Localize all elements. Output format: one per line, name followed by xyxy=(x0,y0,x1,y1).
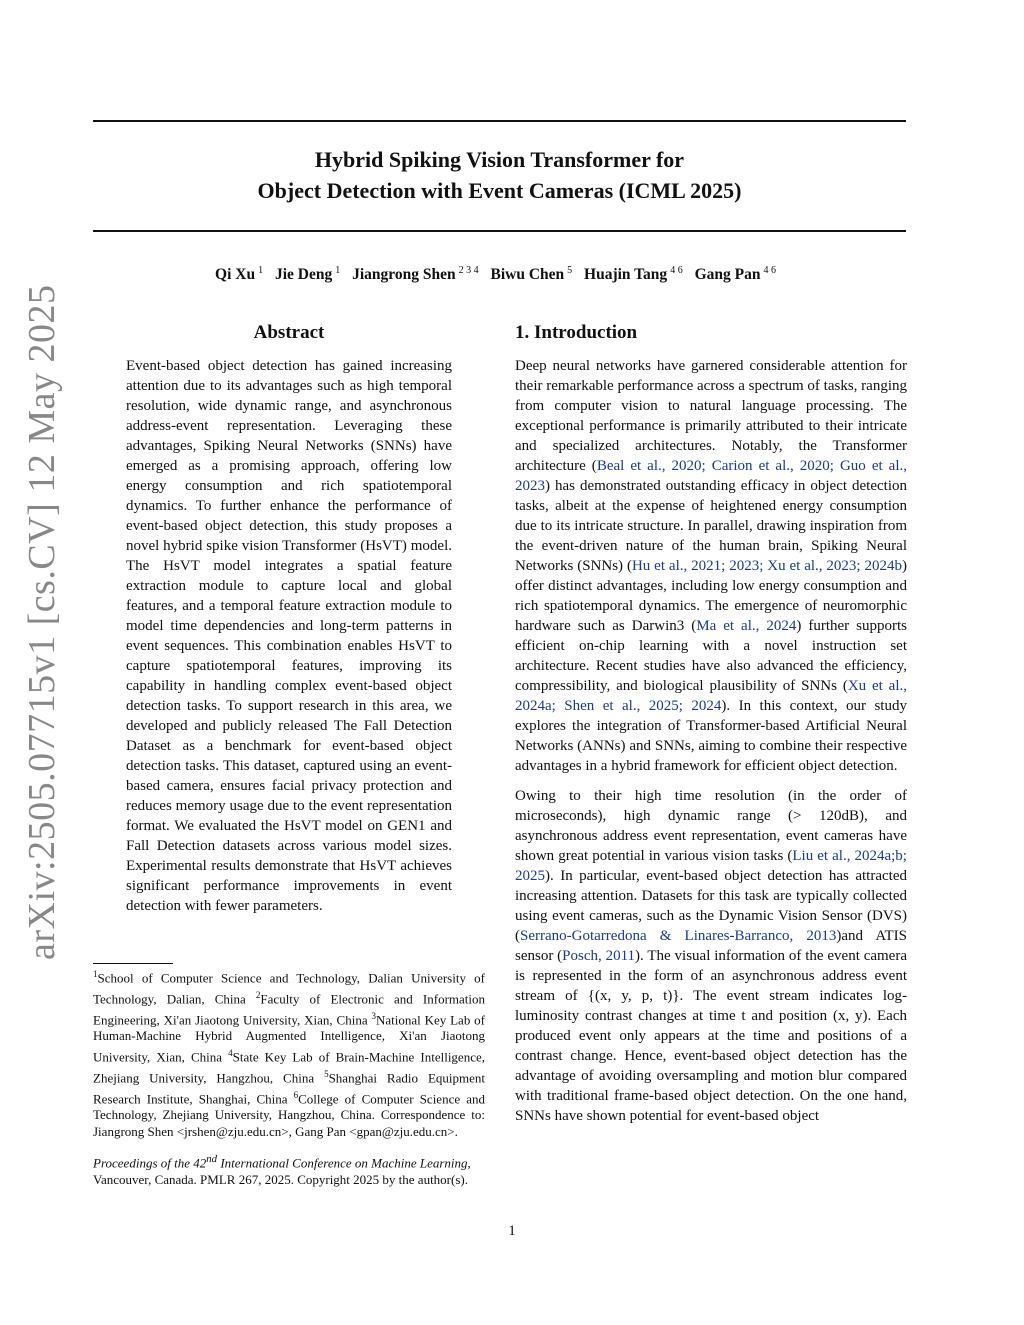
author-list xyxy=(93,265,906,284)
text-run: ). In particular, event-based object detection has attracted increasing attention. Datasets for this task are typically collected using event cameras, such as the Dynamic Vision Sensor (DVS) ( xyxy=(515,868,907,944)
title-line-1: Hybrid Spiking Vision Transformer for xyxy=(314,147,685,172)
citation-link[interactable]: Ma et al., 2024 xyxy=(696,618,797,634)
introduction-heading: 1. Introduction xyxy=(515,322,638,343)
paper-title xyxy=(93,144,906,206)
author-affiliation: 1 xyxy=(258,265,264,276)
affiliation-marker: 3 xyxy=(371,1010,376,1021)
introduction-column xyxy=(515,320,907,1136)
author-name: Huajin Tang xyxy=(584,266,668,284)
affiliation-marker: 4 xyxy=(228,1047,233,1058)
affiliation-text: Shanghai Radio Equipment Research Institute, Shanghai, China xyxy=(93,1070,485,1106)
affiliation-text: State Key Lab of Brain-Machine Intelligence, Zhejiang University, Hangzhou, China xyxy=(93,1049,485,1086)
arxiv-side-label: arXiv:2505.07715v1 [cs.CV] 12 May 2025 xyxy=(21,284,63,960)
citation-link[interactable]: Liu et al., 2024a;b; 2025 xyxy=(515,848,907,884)
author-name: Qi Xu xyxy=(215,266,256,284)
text-run: Deep neural networks have garnered considerable attention for their remarkable performance across a spectrum of tasks, ranging from computer vision to natural language processing. The exceptional performance is primarily attributed to their intricate and specialized architectures. Notably, the Transformer architecture ( xyxy=(515,358,907,474)
title-bottom-rule xyxy=(93,230,906,232)
affiliation-text: National Key Lab of Human-Machine Hybrid Augmented Intelligence, Xi'an Jiaotong University, Xian, China xyxy=(93,1011,486,1065)
text-run: ). In this context, our study explores the integration of Transformer-based Artificial Neural Networks (ANNs) and SNNs, aiming to combine their respective advantages in a hybrid framework for efficient object detection. xyxy=(515,698,907,774)
conference-name: International Conference on Machine Learning xyxy=(217,1155,468,1171)
citation-link[interactable]: Hu et al., 2021; 2023; Xu et al., 2023; 2024b xyxy=(631,558,903,574)
text-run: Owing to their high time resolution (in the order of microseconds), high dynamic range (> 120dB), and asynchronous address event representation, event cameras have shown great potential in various vision tasks ( xyxy=(515,788,907,864)
affiliation-marker: 2 xyxy=(255,989,261,1000)
author-affiliation: 4 6 xyxy=(670,265,683,276)
author-affiliation: 4 6 xyxy=(763,265,776,276)
author-affiliation: 5 xyxy=(567,265,573,276)
text-run: )and ATIS sensor ( xyxy=(515,928,908,964)
citation-link[interactable]: Serrano-Gotarredona & Linares-Barranco, 2013 xyxy=(520,928,837,944)
author-name: Biwu Chen xyxy=(490,266,565,284)
top-rule xyxy=(93,120,906,122)
affiliation-text: Faculty of Electronic and Information Engineering, Xi'an Jiaotong University, Xian, China xyxy=(93,991,486,1027)
affiliation-text: School of Computer Science and Technology, Dalian University of Technology, Dalian, China xyxy=(93,970,485,1007)
text-run: ). The visual information of the event camera is represented in the form of an asynchronous address event stream of {(x, y, p, t)}. The event stream indicates log-luminosity contrast changes at time t and position (x, y). Each produced event only appears at the time and positions of a contrast change. Hence, event-based object detection has the advantage of avoiding oversampling and motion blur compared with traditional frame-based object detection. On the one hand, SNNs have shown potential for event-based object xyxy=(515,948,907,1124)
affiliation-marker: 6 xyxy=(293,1089,299,1100)
page-number: 1 xyxy=(508,1223,516,1239)
affiliation-marker: 1 xyxy=(93,969,98,979)
proceedings-italic: Proceedings of the xyxy=(93,1155,194,1171)
proceedings-rest: , Vancouver, Canada. PMLR 267, 2025. Copyright 2025 by the author(s). xyxy=(93,1155,471,1187)
citation-link[interactable]: Beal et al., 2020; Carion et al., 2020; Guo et al., 2023 xyxy=(515,458,907,494)
abstract-heading: Abstract xyxy=(253,322,325,343)
affiliation-text: College of Computer Science and Technology, Zhejiang University, Hangzhou, China. Correspondence to: Jiangrong Shen <jrshen@zju.edu.cn>, Gang Pan <gpan@zju.edu.cn>. xyxy=(93,1090,485,1139)
author-name: Jie Deng xyxy=(274,266,333,284)
intro-paragraph-2 xyxy=(515,786,907,1126)
intro-paragraph-1 xyxy=(515,356,907,776)
text-run: ) has demonstrated outstanding efficacy in object detection tasks, albeit at the expense of heightened energy consumption due to its intricate structure. In parallel, drawing inspiration from the event-driven nature of the human brain, Spiking Neural Networks (SNNs) ( xyxy=(515,478,907,574)
text-run: ) offer distinct advantages, including low energy consumption and rich spatiotemporal dynamics. The emergence of neuromorphic hardware such as Darwin3 ( xyxy=(515,558,908,634)
author-name: Gang Pan xyxy=(694,266,761,284)
author-affiliation: 2 3 4 xyxy=(458,265,479,276)
citation-link[interactable]: Xu et al., 2024a; Shen et al., 2025; 2024 xyxy=(515,678,908,714)
abstract-text: Event-based object detection has gained increasing attention due to its advantages such as high temporal resolution, wide dynamic range, and asynchronous address-event representation. Leveraging these advantages, Spiking Neural Networks (SNNs) have emerged as a promising approach, offering low energy consumption and rich spatiotemporal dynamics. To further enhance the performance of event-based object detection, this study proposes a novel hybrid spike vision Transformer (HsVT) model. The HsVT model integrates a spatial feature extraction module to capture local and global features, and a temporal feature extraction module to model time dependencies and long-term patterns in event sequences. This combination enables HsVT to capture spatiotemporal features, improving its capability in handling complex event-based object detection tasks. To support research in this area, we developed and publicly released The Fall Detection Dataset as a benchmark for event-based object detection tasks. This dataset, captured using an event-based camera, ensures facial privacy protection and reduces memory usage due to the event representation format. We evaluated the HsVT model on GEN1 and Fall Detection datasets across various model sizes. Experimental results demonstrate that HsVT achieves significant performance improvements in event detection with fewer parameters. xyxy=(126,358,452,914)
ordinal-suffix: nd xyxy=(206,1153,218,1165)
conference-ordinal: 42 xyxy=(193,1155,207,1171)
title-line-2: Object Detection with Event Cameras (ICML 2025) xyxy=(257,178,742,203)
citation-link[interactable]: Posch, 2011 xyxy=(562,948,636,964)
footnote-rule xyxy=(93,963,173,964)
text-run: ) further supports efficient on-chip learning with a novel instruction set architecture. Recent studies have also advanced the efficiency, compressibility, and biological plausibility of SNNs ( xyxy=(515,618,907,694)
author-affiliation: 1 xyxy=(335,265,341,276)
affiliation-marker: 5 xyxy=(324,1068,329,1079)
abstract-column xyxy=(126,320,452,916)
proceedings-note xyxy=(93,1151,485,1188)
author-name: Jiangrong Shen xyxy=(352,266,456,284)
affiliations-footnote xyxy=(93,966,485,1140)
